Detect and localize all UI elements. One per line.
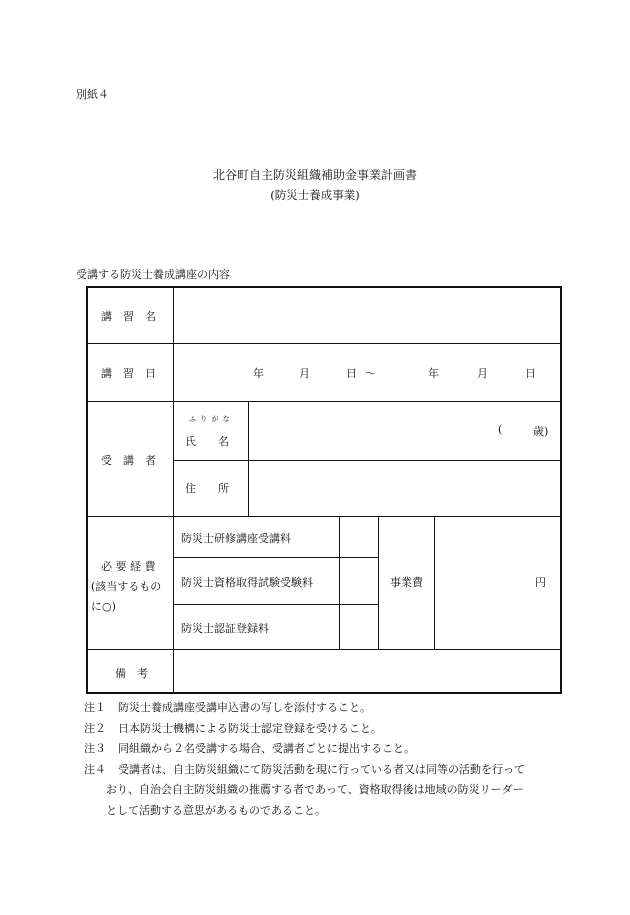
age-open-paren: ( xyxy=(498,423,503,436)
age-unit: 歳) xyxy=(533,425,549,438)
note-text-cont: として活動する意思があるものであること。 xyxy=(106,803,326,817)
note-label: 注３ xyxy=(84,742,106,755)
col-divider xyxy=(378,516,379,649)
note-continuation xyxy=(84,780,525,801)
note-text: 同組織から２名受講する場合、受講者ごとに提出すること。 xyxy=(118,742,415,755)
date-month-1: 月 xyxy=(299,367,310,380)
note-continuation xyxy=(84,801,525,822)
expense-label-line2: (該当するもの xyxy=(91,580,162,593)
section-heading: 受講する防災士養成講座の内容 xyxy=(76,268,230,281)
plan-table xyxy=(86,286,562,694)
date-year-2: 年 xyxy=(428,367,439,380)
yen-unit: 円 xyxy=(535,576,546,589)
expense-label xyxy=(88,557,173,617)
date-year-1: 年 xyxy=(253,367,264,380)
address-label: 住 所 xyxy=(185,482,229,495)
fee-checkbox-cell[interactable] xyxy=(340,605,377,648)
expense-label-line1: 必 要 経 費 xyxy=(101,560,156,573)
note-item xyxy=(84,719,525,740)
note-text: 防災士養成講座受講申込書の写しを添付すること。 xyxy=(118,701,371,714)
fee-item-training: 防災士研修講座受講料 xyxy=(181,532,291,545)
document-subtitle: (防災士養成事業) xyxy=(270,188,360,202)
col-divider xyxy=(173,288,174,692)
note-label: 注２ xyxy=(84,721,106,735)
fee-item-exam: 防災士資格取得試験受験料 xyxy=(181,576,313,589)
course-date-label: 講 習 日 xyxy=(101,367,156,380)
note-item xyxy=(84,698,525,719)
document-title: 北谷町自主防災組織補助金事業計画書 xyxy=(212,168,417,182)
project-cost-label: 事業費 xyxy=(390,576,423,589)
notes-section xyxy=(84,698,525,821)
note-item xyxy=(84,760,525,781)
col-divider xyxy=(434,516,435,649)
date-day-1: 日 xyxy=(346,367,357,380)
row-divider xyxy=(173,460,560,461)
furigana-label: ふ り が な xyxy=(189,415,231,423)
expense-label-line3: に○) xyxy=(91,600,116,613)
row-divider xyxy=(88,401,560,402)
fee-checkbox-cell[interactable] xyxy=(340,558,377,603)
note-item xyxy=(84,739,525,760)
note-text: 受講者は、自主防災組織にて防災活動を現に行っている者又は同等の活動を行って xyxy=(118,762,525,776)
fee-item-registration: 防災士認証登録料 xyxy=(181,622,269,635)
name-label: 氏 名 xyxy=(185,435,229,448)
col-divider xyxy=(248,401,249,516)
note-label: 注４ xyxy=(84,762,106,776)
fee-checkbox-cell[interactable] xyxy=(340,517,377,556)
remarks-label: 備 考 xyxy=(115,667,148,680)
note-label: 注１ xyxy=(84,701,106,714)
date-month-2: 月 xyxy=(477,367,488,380)
participant-label: 受 講 者 xyxy=(101,454,156,467)
note-text-cont: おり、自治会自主防災組織の推薦する者であって、資格取得後は地域の防災リーダー xyxy=(106,783,524,796)
row-divider xyxy=(88,516,560,517)
note-text: 日本防災士機構による防災士認定登録を受けること。 xyxy=(118,721,382,735)
course-name-label: 講 習 名 xyxy=(101,310,156,323)
date-tilde: ～ xyxy=(365,367,376,380)
row-divider xyxy=(88,343,560,344)
row-divider xyxy=(88,649,560,650)
annex-label: 別紙４ xyxy=(76,88,109,101)
date-day-2: 日 xyxy=(525,367,536,380)
